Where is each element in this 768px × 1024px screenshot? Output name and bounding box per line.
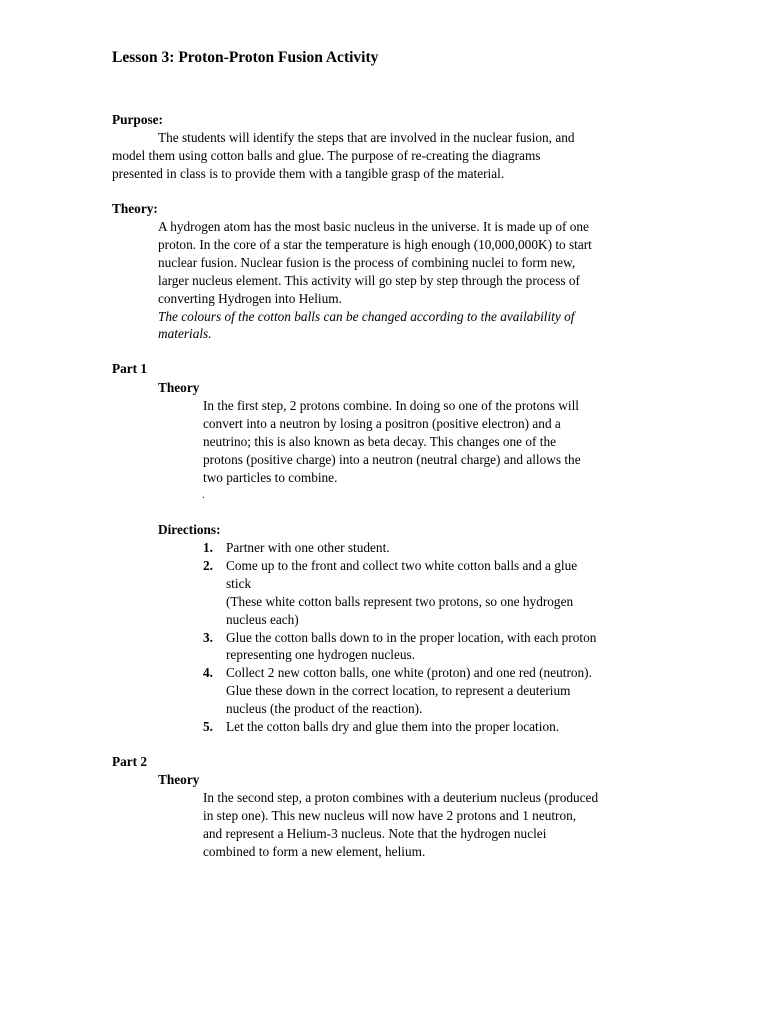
direction-text: Glue the cotton balls down to in the proper location, with each proton (226, 629, 597, 645)
theory-heading: Theory: (112, 201, 158, 216)
direction-text: stick (226, 575, 252, 591)
direction-number: 5. (203, 719, 213, 735)
purpose-heading: Purpose: (112, 112, 163, 127)
theory-line: A hydrogen atom has the most basic nucleus in the universe. It is made up of one (158, 219, 589, 234)
directions-list (203, 539, 653, 736)
part2-theory-paragraph (203, 789, 598, 861)
theory-line: proton. In the core of a star the temperature is high enough (10,000,000K) to start (158, 236, 592, 252)
purpose-line: model them using cotton balls and glue. The purpose of re-creating the diagrams (112, 147, 541, 163)
purpose-paragraph (112, 129, 575, 183)
part2-heading: Part 2 (112, 754, 148, 769)
theory-line: converting Hydrogen into Helium. (158, 290, 342, 306)
direction-item (203, 629, 653, 665)
direction-item (203, 664, 653, 718)
direction-item (203, 718, 653, 736)
part1-theory-line: In the first step, 2 protons combine. In doing so one of the protons will (203, 398, 579, 413)
direction-text: Let the cotton balls dry and glue them into the proper location. (226, 719, 560, 735)
direction-number: 1. (203, 540, 213, 555)
direction-number: 2. (203, 557, 213, 573)
stray-period: . (202, 490, 205, 501)
direction-item (203, 557, 653, 629)
part1-heading: Part 1 (112, 361, 148, 376)
part1-theory-line: protons (positive charge) into a neutron (neutral charge) and allows the (203, 451, 581, 467)
purpose-line: The students will identify the steps that are involved in the nuclear fusion, and (158, 130, 575, 145)
theory-note-line: The colours of the cotton balls can be changed according to the availability of (158, 308, 575, 324)
part1-theory-line: convert into a neutron by losing a positron (positive electron) and a (203, 415, 561, 431)
direction-text: (These white cotton balls represent two protons, so one hydrogen (226, 593, 574, 609)
theory-paragraph (158, 218, 592, 343)
direction-text: nucleus (the product of the reaction). (226, 701, 423, 717)
direction-text: Come up to the front and collect two white cotton balls and a glue (226, 557, 578, 573)
part1-theory-paragraph (203, 397, 581, 487)
part2-theory-line: in step one). This new nucleus will now have 2 protons and 1 neutron, (203, 807, 577, 823)
part1-theory-line: neutrino; this is also known as beta decay. This changes one of the (203, 433, 557, 449)
part2-theory-line: In the second step, a proton combines with a deuterium nucleus (produced (203, 790, 599, 805)
direction-text: Collect 2 new cotton balls, one white (proton) and one red (neutron). (226, 665, 592, 681)
part2-theory-line: and represent a Helium-3 nucleus. Note that the hydrogen nuclei (203, 825, 547, 841)
part2-theory-line: combined to form a new element, helium. (203, 843, 426, 859)
direction-item (203, 539, 653, 557)
purpose-line: presented in class is to provide them with a tangible grasp of the material. (112, 165, 505, 181)
theory-line: larger nucleus element. This activity will go step by step through the process of (158, 272, 580, 288)
direction-text: Glue these down in the correct location, to represent a deuterium (226, 683, 571, 699)
part1-theory-line: two particles to combine. (203, 469, 338, 485)
direction-text: representing one hydrogen nucleus. (226, 647, 416, 663)
part1-theory-heading: Theory (158, 380, 200, 395)
theory-note-line: materials. (158, 326, 212, 342)
direction-number: 4. (203, 665, 213, 681)
page-title: Lesson 3: Proton-Proton Fusion Activity (112, 49, 379, 66)
part2-theory-heading: Theory (158, 772, 200, 787)
directions-heading: Directions: (158, 522, 221, 537)
direction-text: Partner with one other student. (226, 540, 390, 555)
direction-number: 3. (203, 629, 213, 645)
direction-text: nucleus each) (226, 611, 299, 627)
theory-line: nuclear fusion. Nuclear fusion is the process of combining nuclei to form new, (158, 254, 576, 270)
